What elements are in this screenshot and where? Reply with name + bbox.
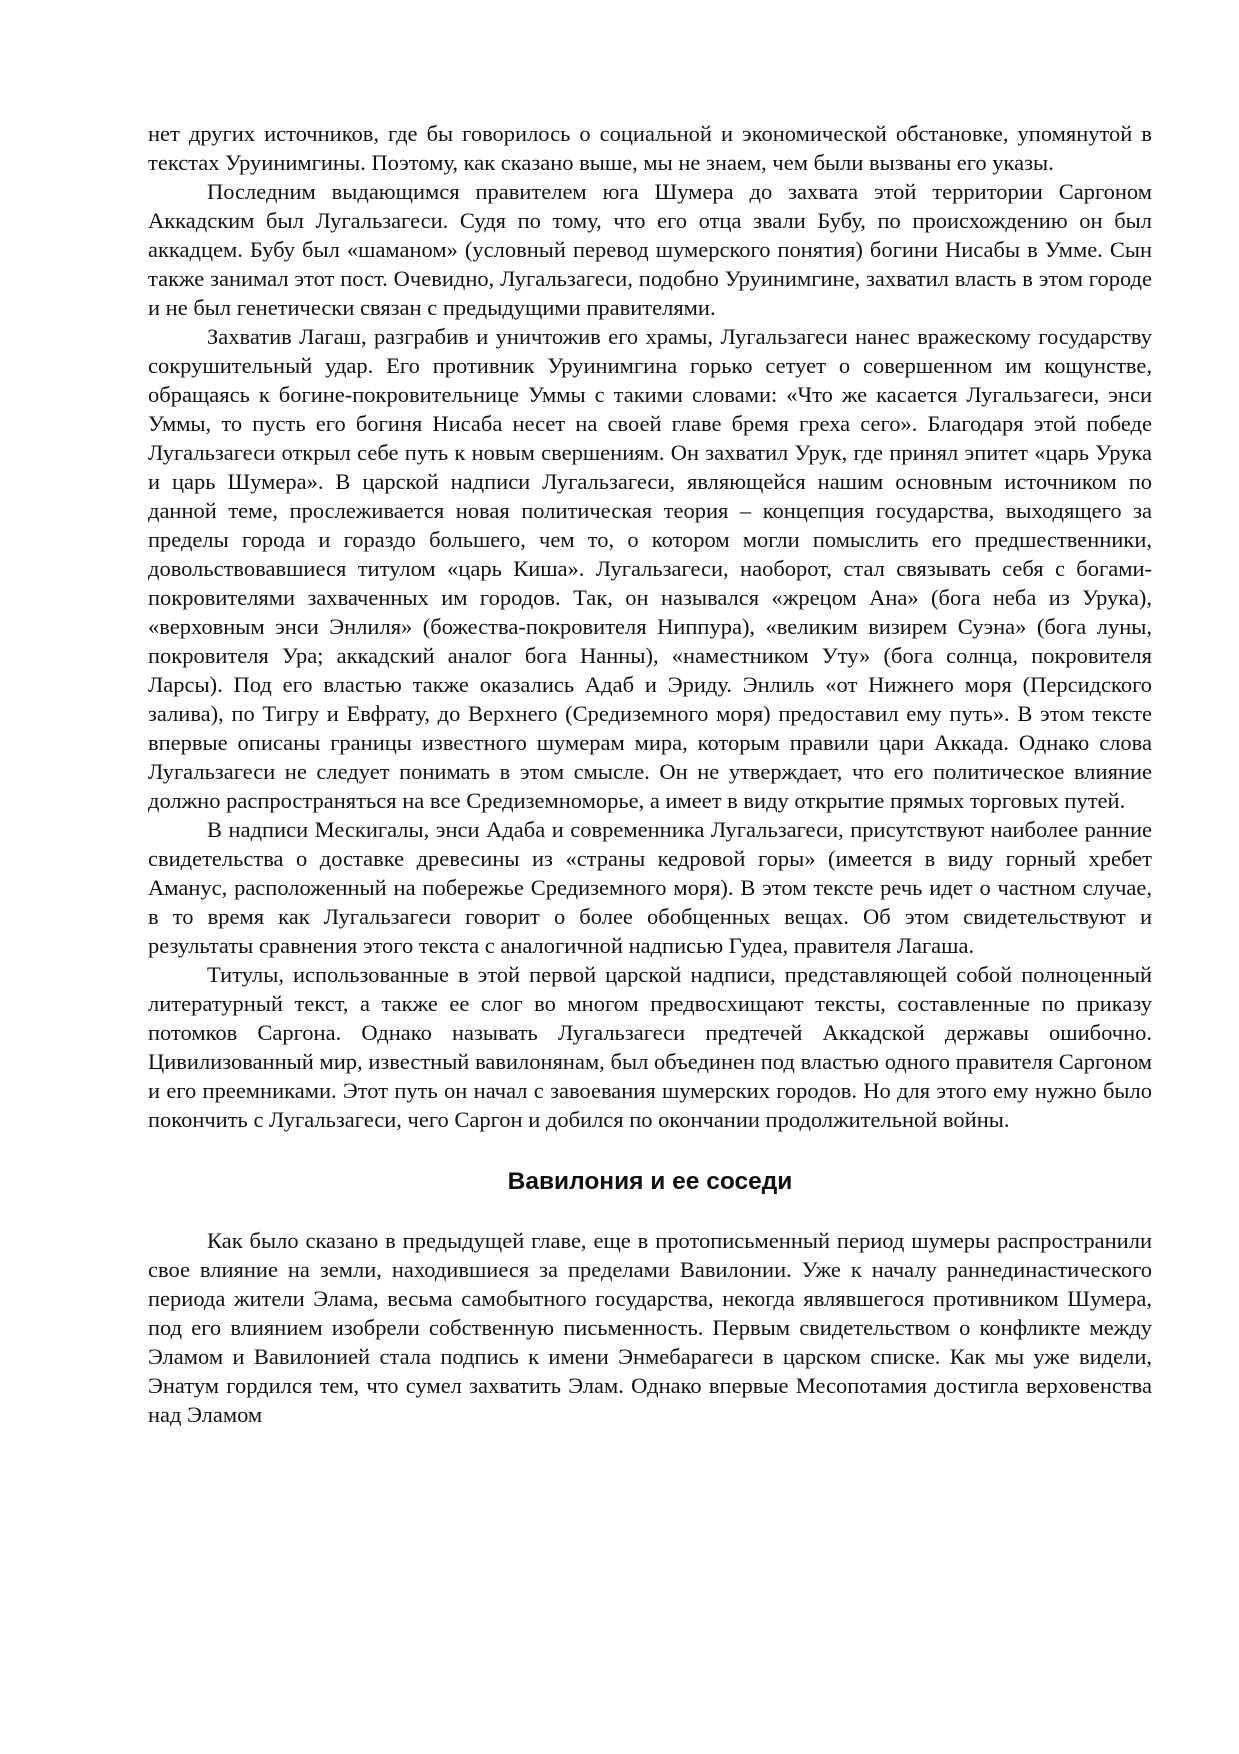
paragraph-lugalzagesi-origin: Последним выдающимся правителем юга Шумера до захвата этой территории Саргоном Аккадским был Лугальзагеси. Судя по тому, что его отца звали Бубу, по происхождению он был аккадцем. Бубу был «шаманом» (условный перевод шумерского понятия) богини Нисабы в Умме. Сын также занимал этот пост. Очевидно, Лугальзагеси, подобно Уруинимгине, захватил власть в этом городе и не был генетически связан с предыдущими правителями. (148, 179, 1152, 320)
paragraph-lagash-conquest: Захватив Лагаш, разграбив и уничтожив его храмы, Лугальзагеси нанес вражескому государству сокрушительный удар. Его противник Уруинимгина горько сетует о совершенном им кощунстве, обращаясь к богине-покровительнице Уммы с такими словами: «Что же касается Лугальзагеси, энси Уммы, то пусть его богиня Нисаба несет на своей главе бремя греха сего». Благодаря этой победе Лугальзагеси открыл себе путь к новым свершениям. Он захватил Урук, где принял эпитет «царь Урука и царь Шумера». В царской надписи Лугальзагеси, являющейся нашим основным источником по данной теме, прослеживается новая политическая теория – концепция государства, выходящего за пределы города и гораздо большего, чем то, о котором могли помыслить его предшественники, довольствовавшиеся титулом «царь Киша». Лугальзагеси, наоборот, стал связывать себя с богами-покровителями захваченных им городов. Так, он назывался «жрецом Ана» (бога неба из Урука), «верховным энси Энлиля» (божества-покровителя Ниппура), «великим визирем Суэна» (бога луны, покровителя Ура; аккадский аналог бога Нанны), «наместником Уту» (бога солнца, покровителя Ларсы). Под его властью также оказались Адаб и Эриду. Энлиль «от Нижнего моря (Персидского залива), по Тигру и Евфрату, до Верхнего (Средиземного моря) предоставил ему путь». В этом тексте впервые описаны границы известного шумерам мира, которым правили цари Аккада. Однако слова Лугальзагеси не следует понимать в этом смысле. Он не утверждает, что его политическое влияние должно распространяться на все Средиземноморье, а имеет в виду открытие прямых торговых путей. (148, 324, 1152, 813)
section-heading: Вавилония и ее соседи (507, 1168, 793, 1195)
paragraph-babylonia-neighbors: Как было сказано в предыдущей главе, еще в протописьменный период шумеры распространили свое влияние на земли, находившиеся за пределами Вавилонии. Уже к началу раннединастического периода жители Элама, весьма самобытного государства, некогда являвшегося противником Шумера, под его влиянием изобрели собственную письменность. Первым свидетельством о конфликте между Эламом и Вавилонией стала подпись к имени Энмебарагеси в царском списке. Как мы уже видели, Энатум гордился тем, что сумел захватить Элам. Однако впервые Месопотамия достигла верховенства над Эламом (148, 1228, 1152, 1427)
paragraph-titles: Титулы, использованные в этой первой царской надписи, представляющей собой полноценный литературный текст, а также ее слог во многом предвосхищают тексты, составленные по приказу потомков Саргона. Однако называть Лугальзагеси предтечей Аккадской державы ошибочно. Цивилизованный мир, известный вавилонянам, был объединен под властью одного правителя Саргоном и его преемниками. Этот путь он начал с завоевания шумерских городов. Но для этого ему нужно было покончить с Лугальзагеси, чего Саргон и добился по окончании продолжительной войны. (148, 962, 1152, 1132)
paragraph-continuation: нет других источников, где бы говорилось о социальной и экономической обстановке, упомянутой в текстах Уруинимгины. Поэтому, как сказано выше, мы не знаем, чем были вызваны его указы. (148, 121, 1152, 175)
paragraph-meskigala: В надписи Мескигалы, энси Адаба и современника Лугальзагеси, присутствуют наиболее ранние свидетельства о доставке древесины из «страны кедровой горы» (имеется в виду горный хребет Аманус, расположенный на побережье Средиземного моря). В этом тексте речь идет о частном случае, в то время как Лугальзагеси говорит о более обобщенных вещах. Об этом свидетельствуют и результаты сравнения этого текста с аналогичной надписью Гудеа, правителя Лагаша. (148, 817, 1152, 958)
document-page (148, 119, 1152, 1429)
